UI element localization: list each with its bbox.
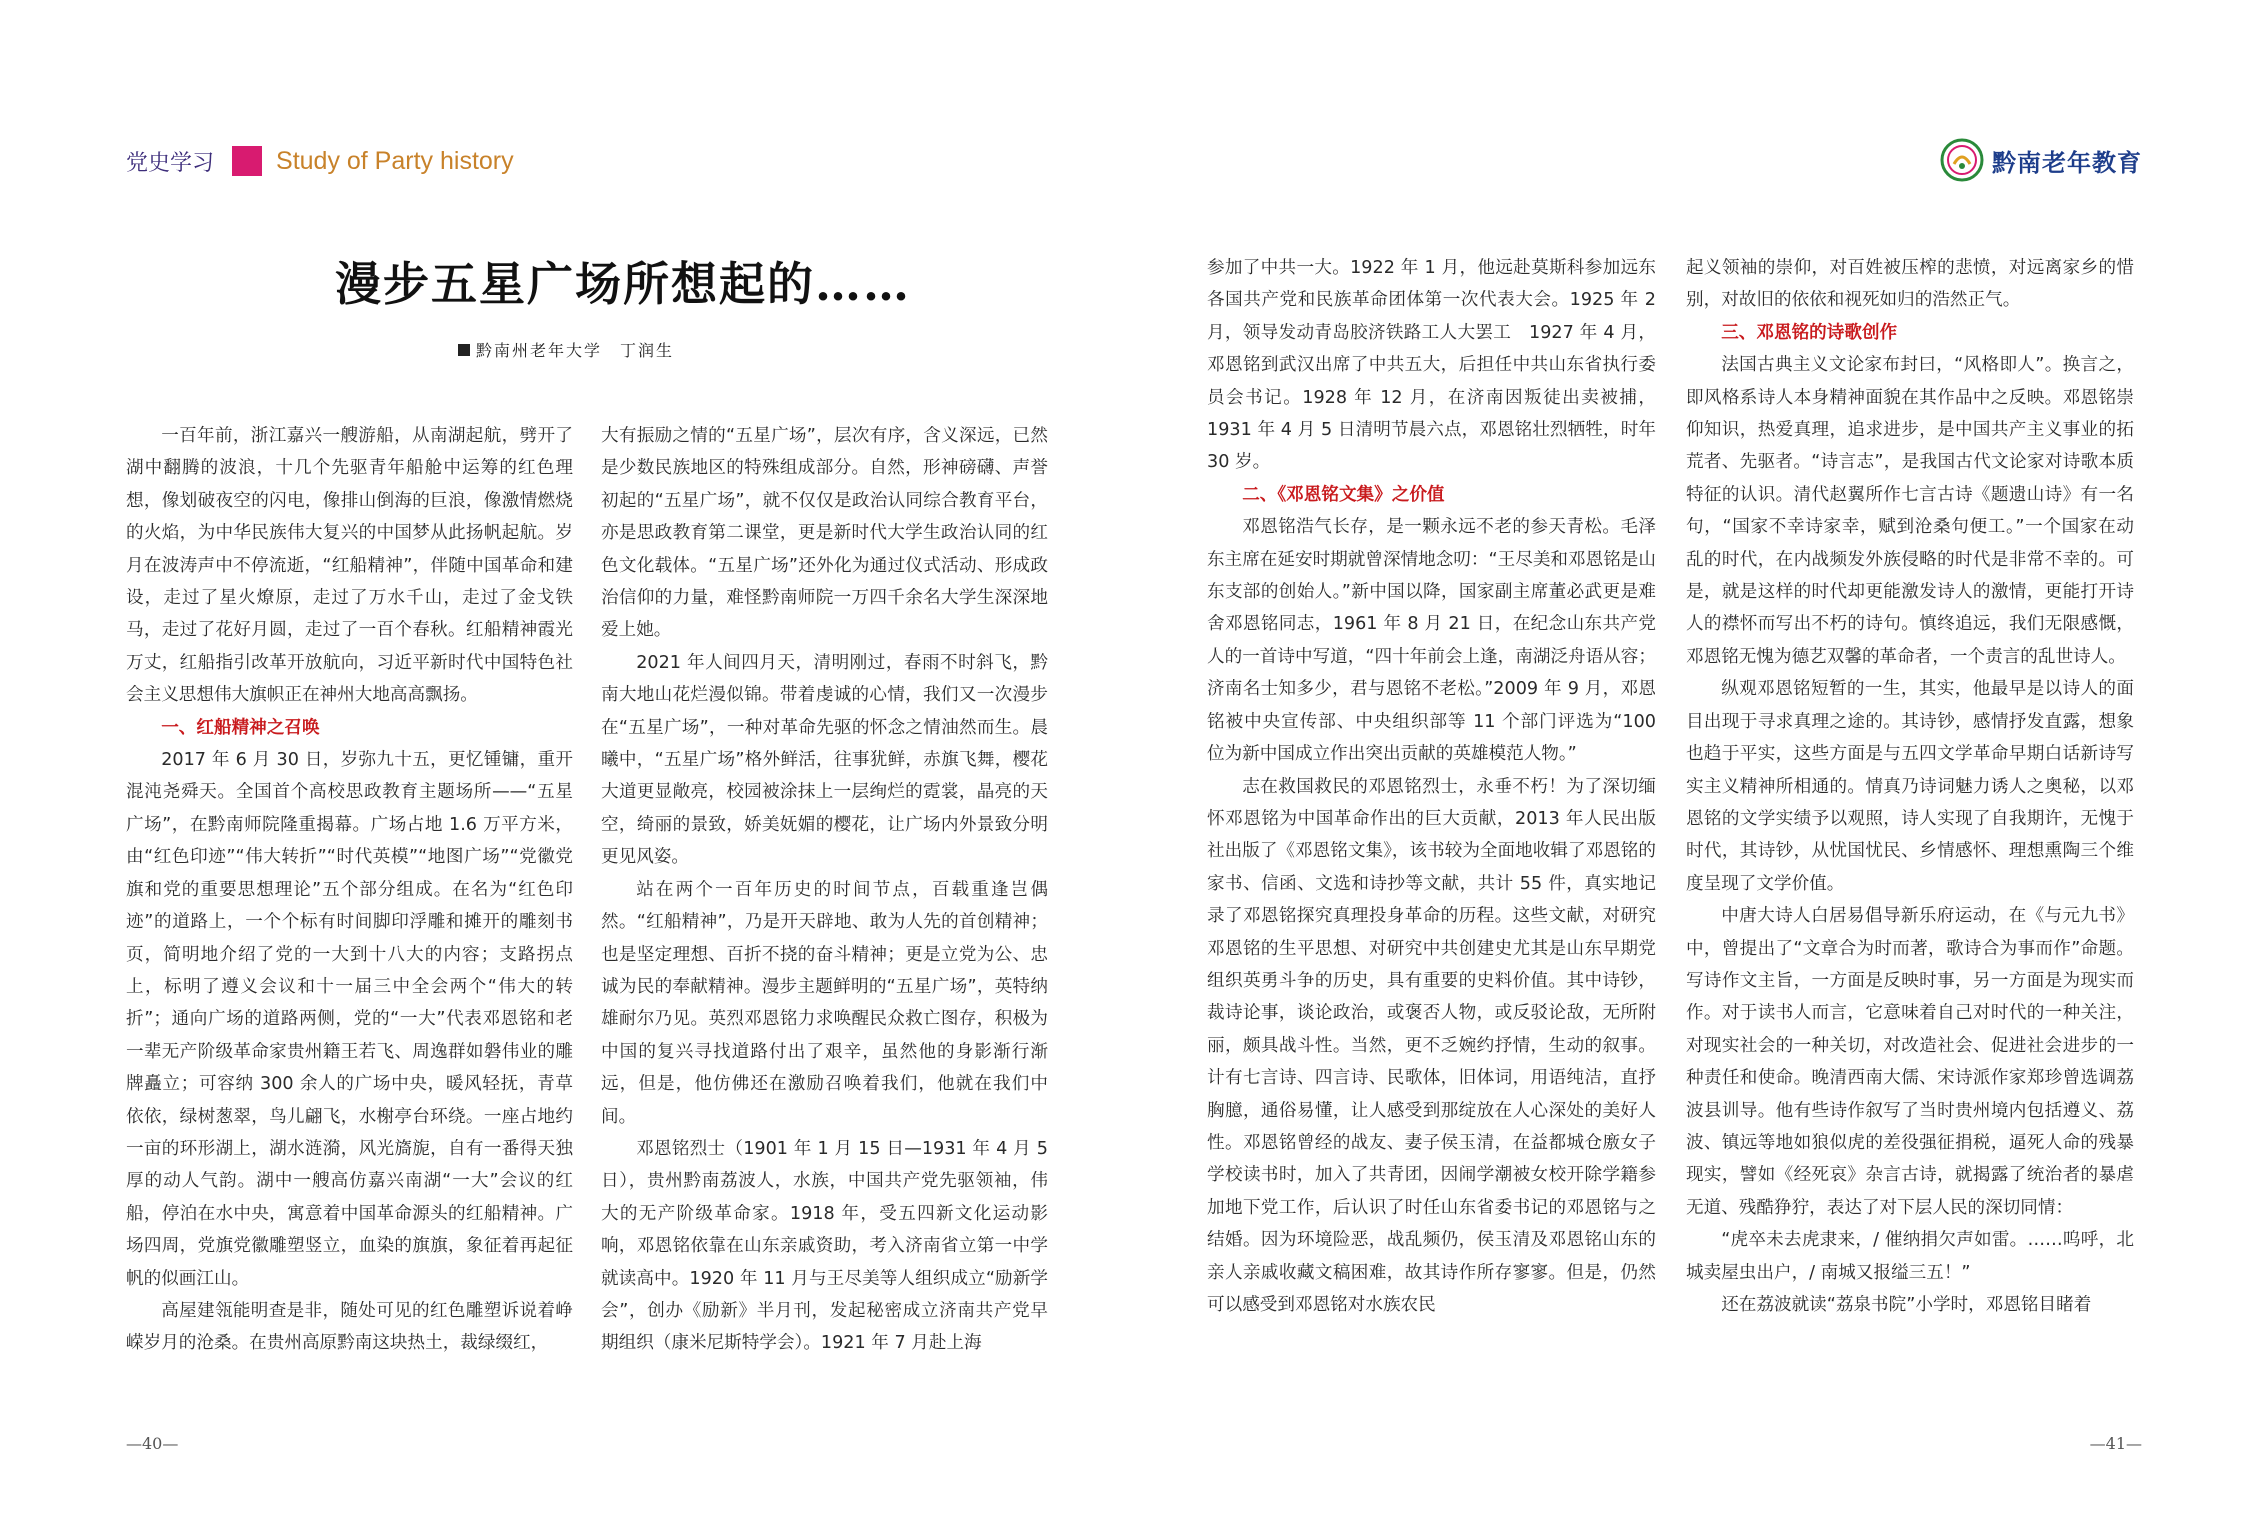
section-heading: 一、红船精神之召唤 — [161, 717, 320, 738]
paragraph: 大有振励之情的“五星广场”，层次有序，含义深远，已然是少数民族地区的特殊组成部分。自然，形神磅礴、声誉初起的“五星广场”，就不仅仅是政治认同综合教育平台，亦是思政教育第二课堂，更是新时代大学生政治认同的红色文化载体。“五星广场”还外化为通过仪式活动、形成政治信仰的力量，难怪黔南师院一万四千余名大学生深深地爱上她。 — [601, 426, 1048, 641]
paragraph: 纵观邓恩铭短暂的一生，其实，他最早是以诗人的面目出现于寻求真理之途的。其诗钞，感情抒发直露，想象也趋于平实，这些方面是与五四文学革命早期白话新诗写实主义精神所相通的。情真乃诗词魅力诱人之奥秘，以邓恩铭的文学实绩予以观照，诗人实现了自我期许，无愧于时代，其诗钞，从忧国忧民、乡情感怀、理想熏陶三个维度呈现了文学价值。 — [1686, 679, 2134, 894]
paragraph: 中唐大诗人白居易倡导新乐府运动，在《与元九书》中，曾提出了“文章合为时而著，歌诗合为事而作”命题。写诗作文主旨，一方面是反映时事，另一方面是为现实而作。对于读书人而言，它意味着自己对时代的一种关注，对现实社会的一种关切，对改造社会、促进社会进步的一种责任和使命。晚清西南大儒、宋诗派作家郑珍曾选调荔波县训导。他有些诗作叙写了当时贵州境内包括遵义、荔波、镇远等地如狼似虎的差役强征捐税，逼死人命的残暴现实，譬如《经死哀》杂言古诗，就揭露了统治者的暴虐无道、残酷狰狞，表达了对下层人民的深切同情： — [1686, 906, 2134, 1218]
article-byline — [458, 338, 674, 361]
column-4 — [1686, 252, 2134, 1321]
paragraph: 起义领袖的崇仰，对百姓被压榨的悲愤，对远离家乡的惜别，对故旧的依依和视死如归的浩然正气。 — [1686, 258, 2134, 311]
paragraph: 站在两个一百年历史的时间节点，百载重逢岂偶然。“红船精神”，乃是开天辟地、敢为人先的首创精神；也是坚定理想、百折不挠的奋斗精神；更是立党为公、忠诚为民的奉献精神。漫步主题鲜明的“五星广场”，英特纳雄耐尔乃见。英烈邓恩铭力求唤醒民众救亡图存，积极为中国的复兴寻找道路付出了艰辛，虽然他的身影渐行渐远，但是，他仿佛还在激励召唤着我们，他就在我们中间。 — [601, 879, 1048, 1127]
column-3 — [1207, 252, 1656, 1321]
section-header — [126, 143, 514, 179]
section-heading: 二、《邓恩铭文集》之价值 — [1242, 484, 1445, 505]
section-title-en: Study of Party history — [276, 146, 514, 175]
page-number-left: —40— — [126, 1434, 179, 1453]
byline-square-icon — [458, 344, 470, 356]
paragraph: 志在救国救民的邓恩铭烈士，永垂不朽！为了深切缅怀邓恩铭为中国革命作出的巨大贡献，2013 年人民出版社出版了《邓恩铭文集》，该书较为全面地收辑了邓恩铭的家书、信函、文选和诗抄等文献，共计 55 件，真实地记录了邓恩铭探究真理投身革命的历程。这些文献，对研究邓恩铭的生平思想、对研究中共创建史尤其是山东早期党组织英勇斗争的历史，具有重要的史料价值。其中诗钞，裁诗论事，谈论政治，或褒否人物，或反驳论敌，无所附丽，颇具战斗性。当然，更不乏婉约抒情，生动的叙事。计有七言诗、四言诗、民歌体，旧体词，用语纯洁，直抒胸臆，通俗易懂，让人感受到那绽放在人心深处的美好人性。邓恩铭曾经的战友、妻子侯玉清，在益都城仓廒女子学校读书时，加入了共青团，因闹学潮被女校开除学籍参加地下党工作，后认识了时任山东省委书记的邓恩铭与之结婚。因为环境险恶，战乱频仍，侯玉清及邓恩铭山东的亲人亲戚收藏文稿困难，故其诗作所存寥寥。但是，仍然可以感受到邓恩铭对水族农民 — [1207, 776, 1656, 1315]
paragraph: 还在荔波就读“荔泉书院”小学时，邓恩铭目睹着 — [1721, 1295, 2092, 1315]
paragraph: 2017 年 6 月 30 日，岁弥九十五，更忆锺镛，重开混沌尧舜天。全国首个高校思政教育主题场所——“五星广场”，在黔南师院隆重揭幕。广场占地 1.6 万平方米，由“红色印迹”“伟大转折”“时代英模”“地图广场”“党徽党旗和党的重要思想理论”五个部分组成。在名为“红色印迹”的道路上，一个个标有时间脚印浮雕和摊开的雕刻书页，简明地介绍了党的一大到十八大的内容；支路拐点上，标明了遵义会议和十一届三中全会两个“伟大的转折”；通向广场的道路两侧，党的“一大”代表邓恩铭和老一辈无产阶级革命家贵州籍王若飞、周逸群如磐伟业的雕牌矗立；可容纳 300 余人的广场中央，暖风轻抚，青草依依，绿树葱翠，鸟儿翩飞，水榭亭台环绕。一座占地约一亩的环形湖上，湖水涟漪，风光旖旎，自有一番得天独厚的动人气韵。湖中一艘高仿嘉兴南湖“一大”会议的红船，停泊在水中央，寓意着中国革命源头的红船精神。广场四周，党旗党徽雕塑竖立，血染的旗旗，象征着再起征帆的似画江山。 — [126, 750, 573, 1289]
section-heading: 三、邓恩铭的诗歌创作 — [1721, 322, 1898, 343]
column-1 — [126, 420, 573, 1360]
paragraph: 参加了中共一大。1922 年 1 月，他远赴莫斯科参加远东各国共产党和民族革命团体第一次代表大会。1925 年 2 月，领导发动青岛胶济铁路工人大罢工 1927 年 4 月，邓恩铭到武汉出席了中共五大，后担任中共山东省执行委员会书记。1928 年 12 月，在济南因叛徒出卖被捕，1931 年 4 月 5 日清明节晨六点，邓恩铭壮烈牺牲，时年 30 岁。 — [1207, 258, 1656, 473]
magazine-brand — [1940, 138, 2142, 182]
seal-logo-icon — [1940, 138, 1984, 182]
article-title: 漫步五星广场所想起的…… — [335, 257, 911, 311]
section-title-cn: 党史学习 — [126, 150, 215, 176]
byline-text: 黔南州老年大学 丁润生 — [476, 341, 675, 360]
quote: “虎卒未去虎隶来，/ 催纳捐欠声如雷。……呜呼，北城卖屋虫出户，/ 南城又报缢三五！” — [1686, 1230, 2134, 1283]
paragraph: 高屋建瓴能明查是非，随处可见的红色雕塑诉说着峥嵘岁月的沧桑。在贵州高原黔南这块热土，裁绿缀红， — [126, 1300, 573, 1354]
paragraph: 法国古典主义文论家布封曰，“风格即人”。换言之，即风格系诗人本身精神面貌在其作品中之反映。邓恩铭崇仰知识，热爱真理，追求进步，是中国共产主义事业的拓荒者、先驱者。“诗言志”，是我国古代文论家对诗歌本质特征的认识。清代赵翼所作七言古诗《题遗山诗》有一名句，“国家不幸诗家幸，赋到沧桑句便工。”一个国家在动乱的时代，在内战频发外族侵略的时代是非常不幸的。可是，就是这样的时代却更能激发诗人的激情，更能打开诗人的襟怀而写出不朽的诗句。慎终追远，我们无限感慨，邓恩铭无愧为德艺双馨的革命者，一个责言的乱世诗人。 — [1686, 355, 2134, 667]
section-accent-box — [232, 146, 262, 176]
paragraph: 邓恩铭烈士（1901 年 1 月 15 日—1931 年 4 月 5 日），贵州黔南荔波人，水族，中国共产党先驱领袖，伟大的无产阶级革命家。1918 年，受五四新文化运动影响，邓恩铭依靠在山东亲戚资助，考入济南省立第一中学就读高中。1920 年 11 月与王尽美等人组织成立“励新学会”，创办《励新》半月刊，发起秘密成立济南共产党早期组织（康米尼斯特学会）。1921 年 7 月赴上海 — [601, 1138, 1048, 1354]
column-2 — [601, 420, 1048, 1360]
paragraph: 邓恩铭浩气长存，是一颗永远不老的参天青松。毛泽东主席在延安时期就曾深情地念叨：“王尽美和邓恩铭是山东支部的创始人。”新中国以降，国家副主席董必武更是难舍邓恩铭同志，1961 年 8 月 21 日，在纪念山东共产党人的一首诗中写道，“四十年前会上逢，南湖泛舟语从容；济南名士知多少，君与恩铭不老松。”2009 年 9 月，邓恩铭被中央宣传部、中央组织部等 11 个部门评选为“100 位为新中国成立作出突出贡献的英雄模范人物。” — [1207, 517, 1656, 765]
magazine-name: 黔南老年教育 — [1992, 148, 2142, 177]
page-number-right: —41— — [2089, 1434, 2142, 1453]
paragraph: 2021 年人间四月天，清明刚过，春雨不时斜飞，黔南大地山花烂漫似锦。带着虔诚的心情，我们又一次漫步在“五星广场”，一种对革命先驱的怀念之情油然而生。晨曦中，“五星广场”格外鲜活，往事犹鲜，赤旗飞舞，樱花大道更显敞亮，校园被涂抹上一层绚烂的霓裳，晶亮的天空，绮丽的景致，娇美妩媚的樱花，让广场内外景致分明更见风姿。 — [601, 652, 1048, 868]
paragraph: 一百年前，浙江嘉兴一艘游船，从南湖起航，劈开了湖中翻腾的波浪，十几个先驱青年船舱中运筹的红色理想，像划破夜空的闪电，像排山倒海的巨浪，像激情燃烧的火焰，为中华民族伟大复兴的中国梦从此扬帆起航。岁月在波涛声中不停流逝，“红船精神”，伴随中国革命和建设，走过了星火燎原，走过了万水千山，走过了金戈铁马，走过了花好月圆，走过了一百个春秋。红船精神霞光万丈，红船指引改革开放航向，习近平新时代中国特色社会主义思想伟大旗帜正在神州大地高高飘扬。 — [126, 426, 573, 706]
